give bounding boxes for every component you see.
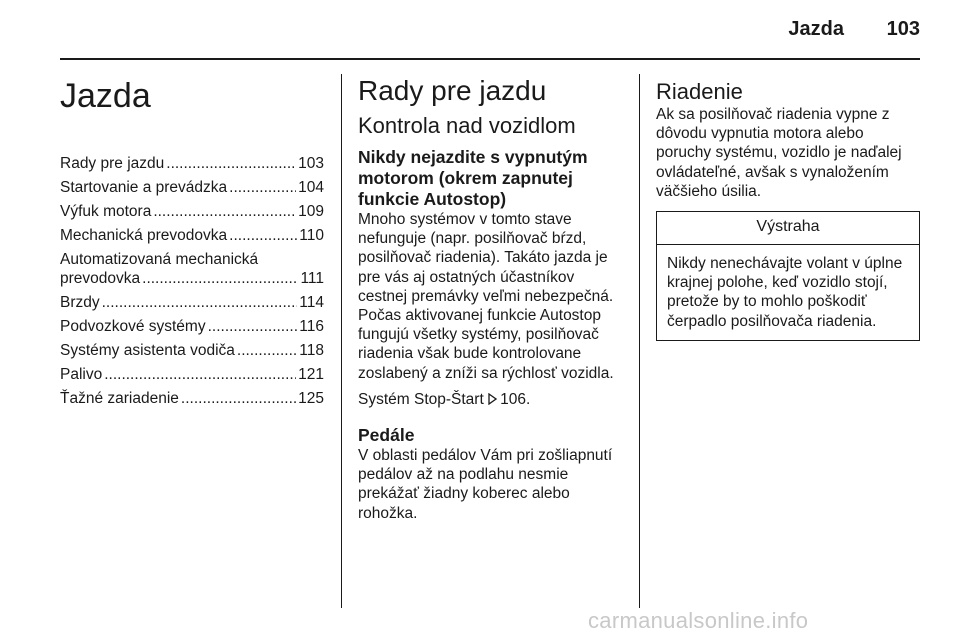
toc-column — [60, 74, 324, 413]
toc-entry-page: 109 — [298, 203, 324, 220]
column-divider-1 — [341, 74, 342, 608]
toc-entry-page: 110 — [299, 227, 324, 244]
heading-pedals: Pedále — [358, 425, 415, 446]
toc-entry[interactable] — [60, 154, 324, 173]
toc-entry-page: 121 — [298, 366, 324, 383]
toc-entry-page: 114 — [299, 294, 324, 311]
warning-box — [656, 211, 920, 341]
steering-column — [656, 74, 920, 341]
toc-entry[interactable] — [60, 226, 324, 245]
driving-tips-column — [358, 74, 624, 523]
toc-entry-page: 104 — [298, 179, 324, 196]
paragraph-pedals: V oblasti pedálov Vám pri zošliapnutí pedálov až na podlahu nesmie prekážať žiadny koberec alebo rohožka. — [358, 447, 613, 522]
subsection-title-steering: Riadenie — [656, 79, 743, 104]
toc-entry-label-line2: prevodovka — [60, 270, 141, 287]
column-divider-2 — [639, 74, 640, 608]
toc-entry-label: Podvozkové systémy — [60, 318, 206, 335]
toc-entry-page: 111 — [300, 270, 324, 287]
toc-entry-label: Palivo — [60, 366, 103, 383]
reference-arrow-icon — [488, 393, 497, 405]
toc-entry[interactable] — [60, 365, 324, 384]
warning-text: Nikdy nenechávajte volant v úplne krajnej polohe, keď vozidlo stojí, pretože by to mohlo poškodiť čerpadlo posilňovača riadenia. — [667, 255, 903, 330]
toc-list — [60, 154, 324, 408]
toc-entry-label: Výfuk motora — [60, 203, 152, 220]
toc-entry-page: 116 — [299, 318, 324, 335]
header-rule — [60, 58, 920, 60]
chapter-title: Jazda — [60, 77, 151, 115]
toc-entry-label: Mechanická prevodovka — [60, 227, 228, 244]
header-page-number: 103 — [886, 18, 920, 40]
toc-entry-page: 118 — [299, 342, 324, 359]
toc-entry[interactable] — [60, 178, 324, 197]
paragraph-steering: Ak sa posilňovač riadenia vypne z dôvodu vypnutia motora alebo poruchy systému, vozidlo je naďalej ovládateľné, avšak s vynaložením väčšieho úsilia. — [656, 106, 902, 200]
toc-entry-label: Startovanie a prevádzka — [60, 179, 228, 196]
page-header — [60, 14, 920, 44]
toc-entry[interactable] — [60, 250, 324, 288]
toc-entry-page: 125 — [298, 390, 324, 407]
toc-entry-label: Systémy asistenta vodiča — [60, 342, 235, 359]
section-title: Rady pre jazdu — [358, 75, 547, 106]
toc-entry-label: Brzdy — [60, 294, 100, 311]
subsection-title: Kontrola nad vozidlom — [358, 113, 576, 138]
watermark: carmanualsonline.info — [588, 608, 809, 633]
toc-entry-label: Ťažné zariadenie — [60, 390, 179, 407]
paragraph-engine-off: Mnoho systémov v tomto stave nefunguje (napr. posilňovač bŕzd, posilňovač riadenia). Takáto jazda je pre vás aj ostatných účastníkov cestnej premávky veľmi nebezpečná. Počas aktivovanej funkcie Autostop fungujú všetky systémy, posilňovač riadenia však bude kontrolovane zoslabený a zníži sa rýchlosť vozidla. — [358, 211, 614, 382]
cross-reference-text: Systém Stop-Štart — [358, 390, 484, 408]
toc-entry[interactable] — [60, 341, 324, 360]
toc-entry-page: 103 — [298, 155, 324, 172]
toc-entry-label-line1: Automatizovaná mechanická — [60, 251, 259, 268]
toc-entry[interactable] — [60, 317, 324, 336]
warning-title: Výstraha — [657, 212, 919, 245]
heading-engine-off: Nikdy nejazdite s vypnutým motorom (okrem zapnutej funkcie Autostop) — [358, 147, 588, 209]
toc-entry[interactable] — [60, 389, 324, 408]
cross-reference-page: 106. — [500, 390, 531, 408]
toc-entry[interactable] — [60, 293, 324, 312]
cross-reference[interactable] — [358, 390, 624, 409]
toc-entry[interactable] — [60, 202, 324, 221]
header-section-title: Jazda — [788, 18, 844, 40]
toc-entry-label: Rady pre jazdu — [60, 155, 165, 172]
